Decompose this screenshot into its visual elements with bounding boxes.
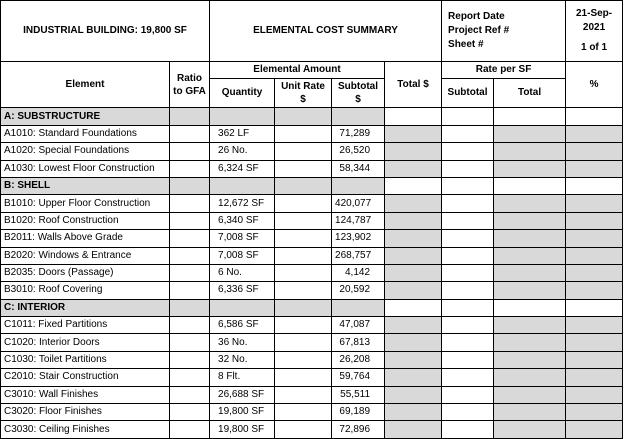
total-cell [385,421,442,438]
element-cell: C1011: Fixed Partitions [1,317,170,334]
percent-cell [566,160,623,177]
ratio-cell [170,143,210,160]
unit-rate-header: Unit Rate $ [275,79,332,108]
subtotal-cell: 55,511 [332,386,385,403]
total-cell [385,282,442,299]
table-row [1,317,623,334]
percent-cell [566,108,623,125]
ratio-cell [170,334,210,351]
rate-total-cell [494,369,566,386]
percent-cell [566,282,623,299]
element-cell: C1030: Toilet Partitions [1,351,170,368]
element-cell: C3030: Ceiling Finishes [1,421,170,438]
unit-rate-cell [275,369,332,386]
section-row [1,177,623,194]
rate-subtotal-cell [442,160,494,177]
unit-rate-cell [275,230,332,247]
percent-cell [566,369,623,386]
ratio-cell [170,404,210,421]
rate-total-cell [494,230,566,247]
percent-cell [566,212,623,229]
ratio-cell [170,351,210,368]
rate-subtotal-cell [442,143,494,160]
cost-summary-body [1,1,623,439]
project-ref-label: Project Ref # [448,25,510,36]
total-cell [385,317,442,334]
element-cell: C2010: Stair Construction [1,369,170,386]
ratio-cell [170,160,210,177]
rate-subtotal-cell [442,299,494,316]
ratio-cell [170,177,210,194]
unit-rate-cell [275,282,332,299]
ratio-header: Ratio to GFA [170,62,210,108]
rate-subtotal-cell [442,108,494,125]
total-cell [385,404,442,421]
unit-rate-cell [275,108,332,125]
quantity-cell: 7,008 SF [210,247,275,264]
rate-total-cell [494,247,566,264]
unit-rate-cell [275,404,332,421]
percent-cell [566,317,623,334]
element-cell: C3010: Wall Finishes [1,386,170,403]
ratio-cell [170,264,210,281]
ratio-cell [170,247,210,264]
ratio-cell [170,369,210,386]
element-cell: A1030: Lowest Floor Construction [1,160,170,177]
report-date-value: 21-Sep-2021 [575,8,613,33]
table-row [1,334,623,351]
element-cell: B3010: Roof Covering [1,282,170,299]
quantity-cell: 362 LF [210,125,275,142]
rate-total-cell [494,143,566,160]
table-row [1,247,623,264]
rate-subtotal-cell [442,421,494,438]
element-cell: B2035: Doors (Passage) [1,264,170,281]
element-cell: C1020: Interior Doors [1,334,170,351]
percent-cell [566,264,623,281]
rate-subtotal-cell [442,386,494,403]
rate-subtotal-cell [442,264,494,281]
elemental-amount-header: Elemental Amount [210,62,385,79]
quantity-cell: 36 No. [210,334,275,351]
element-cell: A1020: Special Foundations [1,143,170,160]
subtotal-cell: 69,189 [332,404,385,421]
subtotal-cell: 26,520 [332,143,385,160]
rate-subtotal-cell [442,404,494,421]
unit-rate-cell [275,212,332,229]
rate-subtotal-cell [442,230,494,247]
subtotal-cell: 4,142 [332,264,385,281]
rate-subtotal-header: Subtotal [442,79,494,108]
total-cell [385,160,442,177]
ratio-cell [170,421,210,438]
subtotal-cell: 72,896 [332,421,385,438]
subtotal-cell: 20,592 [332,282,385,299]
percent-cell [566,334,623,351]
rate-subtotal-cell [442,334,494,351]
table-row [1,264,623,281]
total-cell [385,143,442,160]
quantity-cell [210,108,275,125]
element-cell: B2011: Walls Above Grade [1,230,170,247]
table-row [1,386,623,403]
table-row [1,125,623,142]
rate-total-cell [494,421,566,438]
rate-subtotal-cell [442,369,494,386]
quantity-cell: 26,688 SF [210,386,275,403]
quantity-cell: 7,008 SF [210,230,275,247]
unit-rate-cell [275,351,332,368]
quantity-cell: 26 No. [210,143,275,160]
rate-total-cell [494,108,566,125]
subtotal-cell: 59,764 [332,369,385,386]
report-info-values [566,1,623,62]
table-row [1,230,623,247]
section-name: A: SUBSTRUCTURE [1,108,170,125]
table-row [1,369,623,386]
total-cell [385,369,442,386]
section-row [1,108,623,125]
table-row [1,404,623,421]
table-row [1,351,623,368]
quantity-cell: 6,340 SF [210,212,275,229]
rate-subtotal-cell [442,177,494,194]
total-cell [385,177,442,194]
rate-subtotal-cell [442,212,494,229]
rate-subtotal-cell [442,351,494,368]
unit-rate-cell [275,143,332,160]
ratio-cell [170,212,210,229]
unit-rate-cell [275,247,332,264]
sheet-value: 1 of 1 [580,42,608,53]
percent-cell [566,386,623,403]
element-cell: B1020: Roof Construction [1,212,170,229]
rate-subtotal-cell [442,125,494,142]
quantity-cell: 12,672 SF [210,195,275,212]
quantity-cell [210,177,275,194]
percent-cell [566,195,623,212]
rate-per-sf-header: Rate per SF [442,62,566,79]
percent-cell [566,299,623,316]
ratio-cell [170,195,210,212]
ratio-cell [170,299,210,316]
rate-total-header: Total [494,79,566,108]
rate-total-cell [494,386,566,403]
subtotal-cell: 124,787 [332,212,385,229]
total-cell [385,351,442,368]
percent-cell [566,351,623,368]
total-cell [385,212,442,229]
table-row [1,421,623,438]
quantity-cell: 6,324 SF [210,160,275,177]
quantity-cell: 32 No. [210,351,275,368]
table-row [1,212,623,229]
rate-total-cell [494,264,566,281]
percent-cell [566,230,623,247]
table-row [1,143,623,160]
report-info-labels [442,1,566,62]
unit-rate-cell [275,386,332,403]
quantity-cell [210,299,275,316]
unit-rate-cell [275,317,332,334]
section-name: C: INTERIOR [1,299,170,316]
subtotal-cell: 123,902 [332,230,385,247]
subtotal-cell [332,299,385,316]
percent-cell [566,247,623,264]
total-cell [385,386,442,403]
rate-subtotal-cell [442,247,494,264]
subtotal-cell [332,108,385,125]
rate-total-cell [494,351,566,368]
quantity-cell: 6,336 SF [210,282,275,299]
total-cell [385,264,442,281]
quantity-header: Quantity [210,79,275,108]
total-cell [385,334,442,351]
subtotal-cell: 420,077 [332,195,385,212]
ratio-cell [170,282,210,299]
total-cell [385,195,442,212]
quantity-cell: 19,800 SF [210,421,275,438]
quantity-cell: 19,800 SF [210,404,275,421]
subtotal-cell: 268,757 [332,247,385,264]
total-header: Total $ [385,62,442,108]
rate-total-cell [494,282,566,299]
subtotal-cell [332,177,385,194]
quantity-cell: 6 No. [210,264,275,281]
unit-rate-cell [275,177,332,194]
rate-total-cell [494,299,566,316]
percent-header: % [566,62,623,108]
quantity-cell: 8 Flt. [210,369,275,386]
rate-total-cell [494,160,566,177]
total-cell [385,108,442,125]
section-name: B: SHELL [1,177,170,194]
element-cell: B1010: Upper Floor Construction [1,195,170,212]
total-cell [385,125,442,142]
element-cell: A1010: Standard Foundations [1,125,170,142]
sheet-label: Sheet # [448,39,484,50]
summary-title: ELEMENTAL COST SUMMARY [210,1,442,62]
rate-total-cell [494,125,566,142]
unit-rate-cell [275,160,332,177]
ratio-cell [170,317,210,334]
subtotal-cell: 67,813 [332,334,385,351]
section-row [1,299,623,316]
percent-cell [566,404,623,421]
rate-total-cell [494,334,566,351]
unit-rate-cell [275,195,332,212]
total-cell [385,247,442,264]
rate-total-cell [494,195,566,212]
ratio-cell [170,108,210,125]
unit-rate-cell [275,421,332,438]
percent-cell [566,125,623,142]
rate-total-cell [494,404,566,421]
rate-total-cell [494,212,566,229]
ratio-cell [170,230,210,247]
table-row [1,160,623,177]
table-row [1,195,623,212]
total-cell [385,299,442,316]
subtotal-cell: 58,344 [332,160,385,177]
rate-total-cell [494,317,566,334]
element-cell: B2020: Windows & Entrance [1,247,170,264]
rate-subtotal-cell [442,317,494,334]
rate-subtotal-cell [442,195,494,212]
element-cell: C3020: Floor Finishes [1,404,170,421]
unit-rate-cell [275,264,332,281]
report-date-label: Report Date [448,11,505,22]
quantity-cell: 6,586 SF [210,317,275,334]
percent-cell [566,421,623,438]
element-header: Element [1,62,170,108]
rate-subtotal-cell [442,282,494,299]
percent-cell [566,143,623,160]
unit-rate-cell [275,125,332,142]
subtotal-header: Subtotal $ [332,79,385,108]
total-cell [385,230,442,247]
ratio-cell [170,386,210,403]
subtotal-cell: 47,087 [332,317,385,334]
percent-cell [566,177,623,194]
table-row [1,282,623,299]
subtotal-cell: 26,208 [332,351,385,368]
rate-total-cell [494,177,566,194]
ratio-cell [170,125,210,142]
subtotal-cell: 71,289 [332,125,385,142]
building-title: INDUSTRIAL BUILDING: 19,800 SF [1,1,210,62]
unit-rate-cell [275,299,332,316]
unit-rate-cell [275,334,332,351]
